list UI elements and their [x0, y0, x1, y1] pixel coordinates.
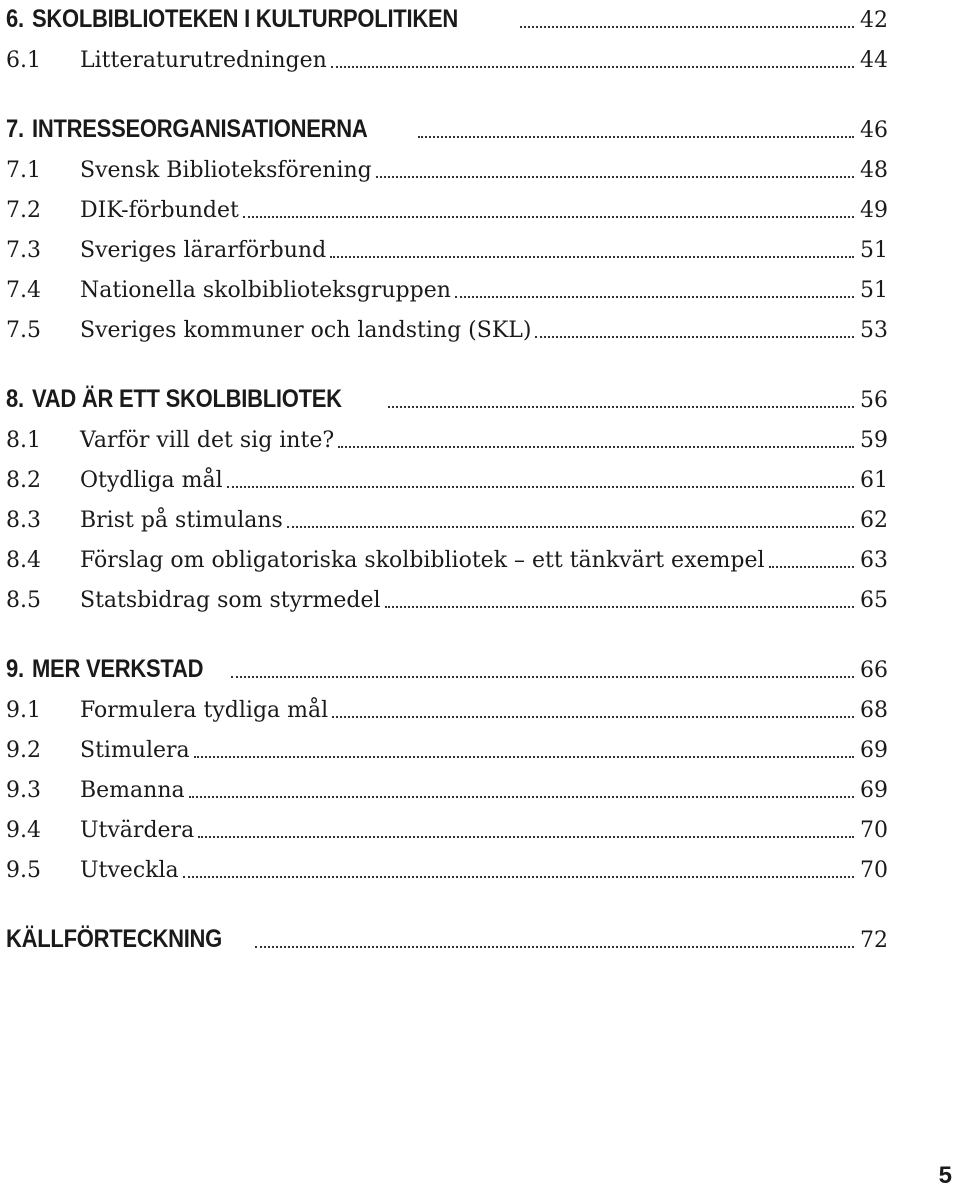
dot-leader: [243, 216, 854, 218]
toc-entry-title: Sveriges lärarförbund: [80, 238, 327, 263]
toc-entry-page: 70: [860, 818, 888, 843]
toc-entry-title: Brist på stimulans: [80, 508, 283, 533]
dot-leader: [455, 296, 854, 298]
toc-section-entry[interactable]: [6, 536, 888, 576]
toc-entry-title: Litteraturutredningen: [80, 48, 327, 73]
toc-entry-page: 59: [860, 428, 888, 453]
toc-section-entry[interactable]: [6, 806, 888, 846]
toc-entry-number: 9.3: [6, 778, 41, 803]
toc-entry-number: 7.: [6, 115, 24, 143]
toc-entry-title: KÄLLFÖRTECKNING: [6, 925, 223, 953]
toc-section-entry[interactable]: [6, 186, 888, 226]
toc-entry-title: SKOLBIBLIOTEKEN I KULTURPOLITIKEN: [32, 5, 459, 33]
toc-entry-number: 7.2: [6, 198, 41, 223]
toc-entry-page: 53: [860, 318, 888, 343]
toc-entry-page: 44: [860, 48, 888, 73]
toc-entry-page: 68: [860, 698, 888, 723]
toc-entry-title: Svensk Biblioteksförening: [80, 158, 372, 183]
toc-section-entry[interactable]: [6, 146, 888, 186]
dot-leader: [376, 176, 854, 178]
dot-leader: [388, 406, 854, 408]
dot-leader: [189, 796, 854, 798]
dot-leader: [183, 876, 854, 878]
toc-entry-number: 8.5: [6, 588, 41, 613]
toc-entry-page: 48: [860, 158, 888, 183]
toc-chapter-entry[interactable]: [6, 106, 888, 146]
toc-entry-number: 7.4: [6, 278, 41, 303]
dot-leader: [418, 136, 854, 138]
toc-entry-number: 8.: [6, 385, 24, 413]
dot-leader: [385, 606, 854, 608]
toc-entry-number: 7.1: [6, 158, 41, 183]
toc-section-entry[interactable]: [6, 726, 888, 766]
toc-entry-page: 42: [860, 8, 888, 33]
toc-chapter-entry[interactable]: [6, 646, 888, 686]
toc-entry-title: Nationella skolbiblioteksgruppen: [80, 278, 451, 303]
toc-entry-title: INTRESSEORGANISATIONERNA: [32, 115, 368, 143]
toc-entry-title: Utveckla: [80, 858, 179, 883]
dot-leader: [769, 566, 854, 568]
toc-entry-page: 70: [860, 858, 888, 883]
dot-leader: [194, 756, 854, 758]
toc-entry-page: 66: [860, 658, 888, 683]
toc-entry-page: 63: [860, 548, 888, 573]
dot-leader: [338, 446, 854, 448]
toc-entry-number: 9.: [6, 655, 24, 683]
dot-leader: [332, 716, 854, 718]
toc-section-entry[interactable]: [6, 36, 888, 76]
dot-leader: [520, 26, 854, 28]
toc-entry-title: VAD ÄR ETT SKOLBIBLIOTEK: [32, 385, 343, 413]
toc-entry-page: 65: [860, 588, 888, 613]
toc-entry-page: 61: [860, 468, 888, 493]
toc-entry-title: Stimulera: [80, 738, 190, 763]
toc-entry-number: 7.5: [6, 318, 41, 343]
toc-entry-page: 69: [860, 738, 888, 763]
toc-entry-title: Bemanna: [80, 778, 185, 803]
toc-entry-number: 8.2: [6, 468, 41, 493]
toc-section-entry[interactable]: [6, 456, 888, 496]
toc-entry-number: 9.5: [6, 858, 41, 883]
toc-entry-number: 8.3: [6, 508, 41, 533]
toc-entry-number: 7.3: [6, 238, 41, 263]
dot-leader: [287, 526, 854, 528]
toc-section-entry[interactable]: [6, 416, 888, 456]
toc-entry-number: 9.1: [6, 698, 41, 723]
dot-leader: [227, 486, 854, 488]
toc-entry-title: Formulera tydliga mål: [80, 698, 329, 723]
toc-entry-title: Förslag om obligatoriska skolbibliotek – ett tänkvärt exempel: [80, 548, 765, 573]
toc-section-entry[interactable]: [6, 766, 888, 806]
toc-entry-title: MER VERKSTAD: [32, 655, 204, 683]
toc-entry-page: 69: [860, 778, 888, 803]
toc-entry-title: Otydliga mål: [80, 468, 223, 493]
toc-entry-number: 6.1: [6, 48, 41, 73]
toc-entry-title: Statsbidrag som styrmedel: [80, 588, 381, 613]
toc-entry-title: Utvärdera: [80, 818, 195, 843]
toc-entry-title: DIK-förbundet: [80, 198, 239, 223]
toc-entry-number: 9.4: [6, 818, 41, 843]
toc-entry-number: 8.1: [6, 428, 41, 453]
toc-entry-number: 9.2: [6, 738, 41, 763]
toc-entry-number: 8.4: [6, 548, 41, 573]
toc-entry-page: 51: [860, 278, 888, 303]
toc-entry-number: 6.: [6, 5, 24, 33]
toc-section-entry[interactable]: [6, 496, 888, 536]
toc-section-entry[interactable]: [6, 846, 888, 886]
dot-leader: [330, 256, 854, 258]
toc-entry-page: 56: [860, 388, 888, 413]
dot-leader: [331, 66, 854, 68]
toc-section-entry[interactable]: [6, 306, 888, 346]
dot-leader: [255, 946, 854, 948]
toc-entry-title: Varför vill det sig inte?: [80, 428, 335, 453]
toc-section-entry[interactable]: [6, 686, 888, 726]
toc-section-entry[interactable]: [6, 576, 888, 616]
toc-entry-page: 72: [860, 928, 888, 953]
toc-chapter-entry[interactable]: [6, 0, 888, 36]
toc-section-entry[interactable]: [6, 266, 888, 306]
page-number: 5: [938, 1162, 952, 1189]
toc-chapter-entry[interactable]: [6, 376, 888, 416]
toc-entry-page: 46: [860, 118, 888, 143]
toc-entry-page: 51: [860, 238, 888, 263]
toc-entry-title: Sveriges kommuner och landsting (SKL): [80, 318, 532, 343]
toc-section-entry[interactable]: [6, 226, 888, 266]
toc-entry-page: 62: [860, 508, 888, 533]
toc-entry-page: 49: [860, 198, 888, 223]
dot-leader: [198, 836, 854, 838]
dot-leader: [231, 676, 854, 678]
toc-chapter-entry[interactable]: [6, 916, 888, 956]
dot-leader: [535, 336, 854, 338]
